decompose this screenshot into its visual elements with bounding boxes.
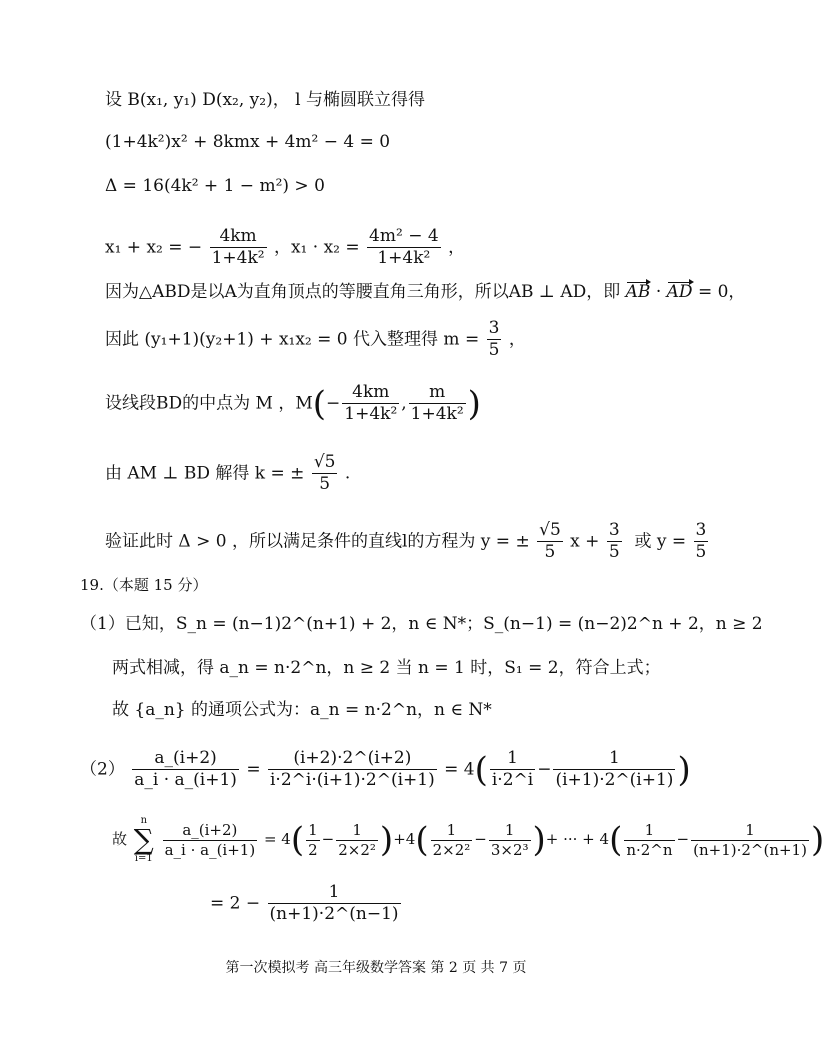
question-19-header: 19.（本题 15 分） [80,576,208,594]
statement: 因此 (y₁+1)(y₂+1) + x₁x₂ = 0 代入整理得 m = [105,329,480,350]
punct: . [344,463,351,484]
term: = 4 [444,759,475,780]
term: + ··· + 4 [545,830,610,848]
fraction: $\frac{a\_(i+2)}{a\_i \cdot a\_(i+1)}$ [164,820,256,859]
vector-ad: AD [666,282,693,302]
punct: ， [448,237,466,258]
part-2-line-3 [210,882,403,926]
part-1-line-2: 两式相减，得 a_n = n·2^n，n ≥ 2 当 n = 1 时，S₁ = 2，符合上式； [112,658,661,678]
fraction: $\frac{\text{4m² − 4}}{\text{1+4k²}}$ [369,226,439,269]
term: = 4 [263,830,291,848]
fraction: $\frac{m}{\text{1+4k²}}$ [410,382,464,425]
fraction: $\frac{3}{5}$ [695,520,707,563]
text-line-7: 设线段BD的中点为 M ，M(− $\frac{4km}{\text{1+4k²}}$ , $\frac{m}{\text{1+4k²}}$ ) [105,382,481,425]
text-line-6 [105,318,526,362]
product-roots: ，x₁ · x₂ = [273,237,360,258]
fraction: $\frac{4km}{\text{1+4k²}}$ [344,382,398,425]
part-label: （2） [80,759,125,780]
text-line-9 [105,520,710,564]
fraction: $\frac{4km}{\text{1+4k²}}$ [211,226,265,269]
punct: ， [508,329,526,350]
fraction: $\frac{1}{\text{3×2³}}$ [490,820,529,859]
fraction: $\frac{1}{(i+1)\cdot 2\^{}(i+1)}$ [555,748,674,791]
term: x + [570,531,600,552]
fraction: $\frac{1}{\text{2×2²}}$ [432,820,471,859]
statement: 设线段BD的中点为 M ，M [105,393,313,414]
fraction: $\frac{1}{(n+1)\cdot 2\^{}(n+1)}$ [693,820,807,859]
text-line-8 [105,452,350,496]
fraction: $\frac{√5}{5}$ [539,520,561,563]
vector-ab: AB [625,282,651,302]
term: = 2 − [210,893,261,914]
fraction: $\frac{3}{5}$ [488,318,500,361]
fraction: $\frac{1}{\text{2×2²}}$ [338,820,376,859]
term: 或 y = [634,531,687,552]
sum-roots: x₁ + x₂ = − [105,237,203,258]
text-line-5: 因为△ABD是以A为直角顶点的等腰直角三角形，所以AB ⊥ AD，即 AB · AD = 0， [105,282,746,302]
text-line-4 [105,226,465,270]
statement: 因为△ABD是以A为直角顶点的等腰直角三角形，所以AB ⊥ AD，即 [105,282,621,302]
text-line-1: 设 B(x₁, y₁) D(x₂, y₂)， l 与椭圆联立得得 [105,90,425,110]
fraction: $\frac{√5}{5}$ [313,452,336,495]
fraction: $\frac{(i+2)\cdot 2\^{}(i+2)}{i\cdot 2\^{}i\cdot(i+1)\cdot 2\^{}(i+1)}$ [269,748,435,791]
text-line-2: (1+4k²)x² + 8kmx + 4m² − 4 = 0 [105,132,391,152]
statement: 验证此时 Δ > 0 ，所以满足条件的直线l的方程为 y = ± [105,531,530,552]
part-2-line-2: 故 n ∑ i=1 $\frac{a\_(i+2)}{a\_i \cdot a\_(i+1)}$ = 4( $\frac{1}{2}$ − $\frac{1}{\text{2×2²}}$ )+4( $\frac{1}{\text{2×2²}}$ − $\frac{1}{\text{3×2³}}$ )+ ··· + 4( $\frac{1}{n\cdot 2\^{}n}$ − $\frac{1}{(n+1)\cdot 2\^{}(n+1)}$ ) [112,815,824,864]
statement: 由 AM ⊥ BD 解得 k = ± [105,463,305,484]
term: 故 [112,830,128,848]
fraction: $\frac{3}{5}$ [608,520,620,563]
part-2-line-1: （2） $\frac{a\_(i+2)}{a\_i \cdot a\_(i+1)}$ = $\frac{(i+2)\cdot 2\^{}(i+2)}{i\cdot 2\^{}i\cdot(i+1)\cdot 2\^{}(i+1)}$ = 4( $\frac{1}{i\cdot 2\^{}i}$ − $\frac{1}{(i+1)\cdot 2\^{}(i+1)}$ ) [80,748,691,791]
part-1-line-3: 故 {a_n} 的通项公式为：a_n = n·2^n，n ∈ N* [112,700,492,720]
sum-symbol: n ∑ i=1 [133,815,154,864]
part-1-line-1: （1）已知，S_n = (n−1)2^(n+1) + 2，n ∈ N*；S_(n−1) = (n−2)2^n + 2，n ≥ 2 [80,614,763,634]
text-line-3: Δ = 16(4k² + 1 − m²) > 0 [105,176,325,196]
fraction: $\frac{1}{n\cdot 2\^{}n}$ [626,820,673,859]
fraction: $\frac{1}{2}$ [308,820,318,859]
page-footer: 第一次模拟考 高三年级数学答案 第 2 页 共 7 页 [225,960,527,976]
fraction: $\frac{1}{(n+1)\cdot 2\^{}(n-1)}$ [269,882,399,925]
fraction: $\frac{a\_(i+2)}{a\_i \cdot a\_(i+1)}$ [134,748,237,791]
fraction: $\frac{1}{i\cdot 2\^{}i}$ [491,748,534,791]
statement-end: = 0， [697,282,746,302]
